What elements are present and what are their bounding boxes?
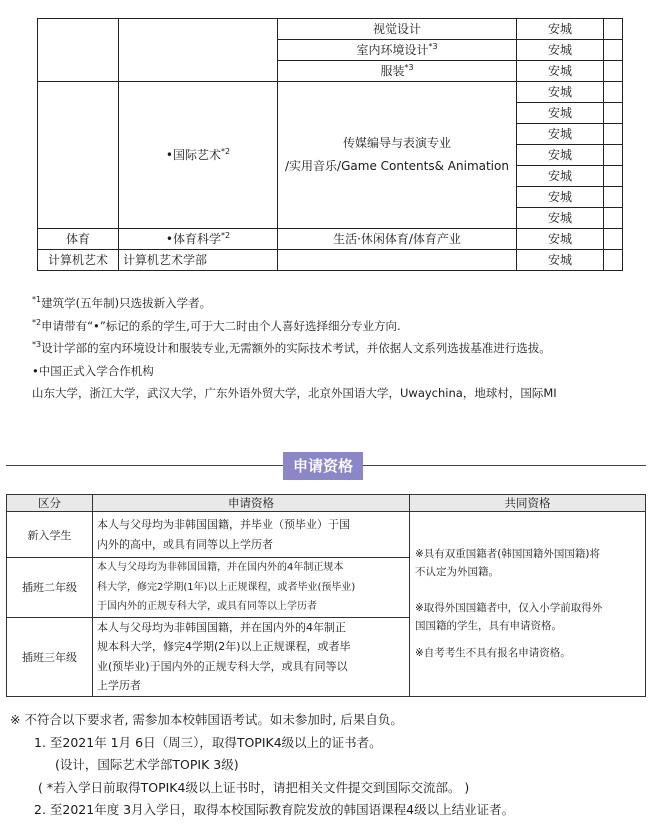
table-header-row: [7, 495, 646, 512]
footnote-3: $^{*3}$设计学部的室内环境设计和服装专业,无需额外的实际技术考试，并依据人文系列选拔基准进行选拔。: [32, 340, 551, 355]
college-cell: 计算机艺术: [38, 250, 119, 271]
requirement-item-1-note: ( *若入学日前取得TOPIK4级以上证书时，请把相关文件提交到国际交流部。 ): [38, 779, 470, 795]
extra-cell: [604, 208, 623, 229]
footnotes: [32, 292, 557, 405]
partner-heading: •中国正式入学合作机构: [32, 363, 154, 378]
major-cell: 生活·休闲体育/体育产业: [278, 229, 517, 250]
major-cell: 视觉设计: [278, 19, 517, 40]
header-common: 共同资格: [410, 495, 646, 512]
common-qualification-cell: ※具有双重国籍者(韩国国籍外国国籍)将 不认定为外国籍。 ※取得外国国籍者中，仅入小学前取得外 国国籍的学生，具有申请资格。 ※自考考生不具有报名申请资格。: [410, 512, 646, 697]
footnote-mark: *2: [221, 230, 231, 240]
footnote-mark: *3: [428, 41, 438, 51]
campus-cell: 安城: [517, 40, 604, 61]
campus-cell: 安城: [517, 187, 604, 208]
category-cell: 新入学生: [7, 512, 93, 558]
footnote-2: $^{*2}$申请带有“•”标记的系的学生,可于大二时由个人喜好选择细分专业方向.: [32, 317, 401, 333]
category-cell: 插班二年级: [7, 558, 93, 618]
campus-cell: 安城: [517, 82, 604, 103]
extra-cell: [604, 229, 623, 250]
extra-cell: [604, 40, 623, 61]
campus-cell: 安城: [517, 229, 604, 250]
qualification-table: [6, 494, 646, 697]
extra-cell: [604, 103, 623, 124]
department-cell: •国际艺术$^{*2}$: [119, 82, 278, 229]
qualification-cell: 本人与父母均为非韩国国籍，并在国内外的4年制正 规本科大学，修完4学期(2年)以上正规课程，或者毕 业(预毕业)于国内外的正规专科大学，或具有同等以 上学历者: [93, 617, 410, 696]
category-cell: 插班三年级: [7, 617, 93, 696]
language-requirements: [10, 709, 514, 822]
campus-cell: 安城: [517, 166, 604, 187]
requirement-item-2: 2. 至2021年度 3月入学日，取得本校国际教育院发放的韩国语课程4级以上结业证者。: [34, 802, 515, 817]
major-cell: 传媒编导与表演专业 /实用音乐/Game Contents& Animation: [278, 82, 517, 229]
partner-list: 山东大学，浙江大学，武汉大学，广东外语外贸大学，北京外国语大学，Uwaychina，地球村，国际MI: [32, 386, 557, 400]
section-title: 申请资格: [283, 452, 363, 480]
major-cell: 服装$^{*3}$: [278, 61, 517, 82]
campus-cell: 安城: [517, 145, 604, 166]
majors-table: [37, 18, 645, 271]
extra-cell: [604, 145, 623, 166]
extra-cell: [604, 166, 623, 187]
table-row: [38, 229, 645, 250]
college-cell-empty: [38, 19, 119, 82]
requirement-intro: ※ 不符合以下要求者, 需参加本校韩国语考试。如未参加时, 后果自负。: [10, 712, 403, 727]
table-row: [38, 82, 645, 103]
extra-cell: [604, 19, 623, 40]
header-qualification: 申请资格: [93, 495, 410, 512]
college-cell-empty: [38, 82, 119, 229]
extra-cell: [604, 82, 623, 103]
department-cell: •体育科学$^{*2}$: [119, 229, 278, 250]
requirement-item-1: 1. 至2021年 1月 6日（周三），取得TOPIK4级以上的证书者。: [34, 734, 382, 750]
extra-cell: [604, 61, 623, 82]
campus-cell: 安城: [517, 103, 604, 124]
major-cell-empty: [278, 250, 517, 271]
extra-cell: [604, 250, 623, 271]
department-cell-empty: [119, 19, 278, 82]
extra-cell: [604, 124, 623, 145]
extra-cell: [604, 187, 623, 208]
table-row: [7, 512, 646, 558]
table-row: [38, 250, 645, 271]
campus-cell: 安城: [517, 208, 604, 229]
campus-cell: 安城: [517, 250, 604, 271]
header-category: 区分: [7, 495, 93, 512]
footnote-1: $^{*1}$建筑学(五年制)只选拔新入学者。: [32, 295, 212, 310]
campus-cell: 安城: [517, 124, 604, 145]
campus-cell: 安城: [517, 19, 604, 40]
table-row: [38, 19, 645, 40]
department-cell: 计算机艺术学部: [119, 250, 278, 271]
qualification-cell: 本人与父母均为非韩国国籍，并在国内外的4年制正规本 科大学，修完2学期(1年)以上正规课程，或者毕业(预毕业) 于国内外的正规专科大学，或具有同等以上学历者: [93, 558, 410, 618]
requirement-item-1-sub: (设计，国际艺术学部TOPIK 3级): [55, 757, 239, 772]
footnote-mark: *3: [404, 62, 414, 72]
qualification-cell: 本人与父母均为非韩国国籍，并毕业（预毕业）于国 内外的高中，或具有同等以上学历者: [93, 512, 410, 558]
college-cell: 体育: [38, 229, 119, 250]
campus-cell: 安城: [517, 61, 604, 82]
major-cell: 室内环境设计$^{*3}$: [278, 40, 517, 61]
footnote-mark: *2: [221, 146, 231, 156]
